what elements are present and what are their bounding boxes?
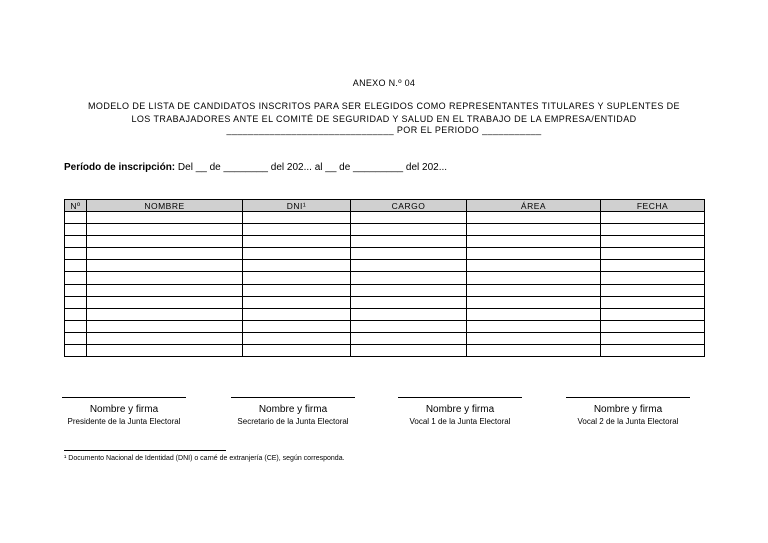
- table-cell: [601, 332, 705, 344]
- registration-period-text: Del __ de ________ del 202... al __ de _________ del 202...: [175, 162, 448, 173]
- table-cell: [351, 320, 467, 332]
- table-cell: [243, 332, 351, 344]
- candidates-table: [64, 199, 705, 357]
- column-header-name: NOMBRE: [87, 200, 243, 212]
- table-cell: [467, 224, 601, 236]
- table-cell: [467, 212, 601, 224]
- table-cell: [65, 308, 87, 320]
- table-cell: [243, 308, 351, 320]
- signature-secretary: [231, 397, 355, 426]
- table-cell: [351, 296, 467, 308]
- table-cell: [601, 296, 705, 308]
- column-header-dni: DNI¹: [243, 200, 351, 212]
- footnote: ¹ Documento Nacional de Identidad (DNI) o carné de extranjería (CE), según corresponda.: [64, 455, 345, 462]
- registration-period-label: Período de inscripción:: [64, 162, 176, 173]
- table-cell: [243, 272, 351, 284]
- table-cell: [65, 212, 87, 224]
- table-cell: [65, 332, 87, 344]
- signature-vocal-2: [566, 397, 690, 426]
- signature-name-label: Nombre y firma: [258, 404, 328, 415]
- signature-role: Vocal 2 de la Junta Electoral: [577, 417, 679, 426]
- table-cell: [351, 345, 467, 357]
- annex-title: ANEXO N.º 04: [352, 78, 416, 88]
- column-header-number: Nº: [65, 200, 87, 212]
- table-row: [65, 248, 705, 260]
- table-cell: [243, 236, 351, 248]
- table-cell: [243, 320, 351, 332]
- signature-line: [398, 397, 522, 398]
- table-cell: [467, 296, 601, 308]
- table-cell: [467, 284, 601, 296]
- table-row: [65, 272, 705, 284]
- table-cell: [601, 320, 705, 332]
- table-cell: [467, 345, 601, 357]
- signature-role: Presidente de la Junta Electoral: [67, 417, 181, 426]
- table-cell: [467, 248, 601, 260]
- table-cell: [467, 236, 601, 248]
- table-cell: [601, 345, 705, 357]
- table-cell: [243, 284, 351, 296]
- table-cell: [65, 248, 87, 260]
- table-cell: [243, 212, 351, 224]
- table-row: [65, 224, 705, 236]
- signature-vocal-1: [398, 397, 522, 426]
- table-cell: [87, 260, 243, 272]
- heading-line-3: _______________________________ POR EL PERIODO ___________: [226, 125, 542, 135]
- table-row: [65, 236, 705, 248]
- table-cell: [65, 296, 87, 308]
- table-cell: [351, 224, 467, 236]
- signature-line: [566, 397, 690, 398]
- table-cell: [601, 308, 705, 320]
- column-header-date: FECHA: [601, 200, 705, 212]
- table-cell: [351, 308, 467, 320]
- table-cell: [87, 308, 243, 320]
- heading-line-2: LOS TRABAJADORES ANTE EL COMITÉ DE SEGURIDAD Y SALUD EN EL TRABAJO DE LA EMPRESA/ENTIDAD: [131, 114, 637, 124]
- registration-period: [64, 162, 447, 173]
- table-cell: [351, 272, 467, 284]
- table-cell: [351, 236, 467, 248]
- table-cell: [351, 248, 467, 260]
- table-cell: [467, 332, 601, 344]
- table-cell: [601, 260, 705, 272]
- table-cell: [87, 284, 243, 296]
- table-cell: [467, 272, 601, 284]
- table-cell: [65, 224, 87, 236]
- table-cell: [87, 248, 243, 260]
- table-cell: [87, 332, 243, 344]
- table-header-row: [65, 200, 705, 212]
- table-cell: [243, 248, 351, 260]
- table-cell: [243, 224, 351, 236]
- table-row: [65, 296, 705, 308]
- table-cell: [601, 284, 705, 296]
- signature-president: [62, 397, 186, 426]
- table-cell: [87, 320, 243, 332]
- table-cell: [87, 272, 243, 284]
- signature-line: [62, 397, 186, 398]
- table-cell: [467, 260, 601, 272]
- table-cell: [243, 345, 351, 357]
- column-header-position: CARGO: [351, 200, 467, 212]
- table-cell: [351, 284, 467, 296]
- signature-role: Vocal 1 de la Junta Electoral: [409, 417, 511, 426]
- table-row: [65, 212, 705, 224]
- footnote-divider: [64, 450, 226, 451]
- table-cell: [65, 284, 87, 296]
- table-cell: [601, 212, 705, 224]
- table-cell: [351, 212, 467, 224]
- table-cell: [243, 296, 351, 308]
- table-cell: [65, 236, 87, 248]
- signature-name-label: Nombre y firma: [89, 404, 159, 415]
- table-cell: [467, 320, 601, 332]
- table-cell: [87, 236, 243, 248]
- signature-role: Secretario de la Junta Electoral: [237, 417, 349, 426]
- table-cell: [601, 224, 705, 236]
- table-cell: [87, 212, 243, 224]
- column-header-area: ÁREA: [467, 200, 601, 212]
- table-row: [65, 284, 705, 296]
- table-cell: [65, 320, 87, 332]
- table-cell: [65, 260, 87, 272]
- table-cell: [87, 224, 243, 236]
- signature-name-label: Nombre y firma: [593, 404, 663, 415]
- table-cell: [601, 272, 705, 284]
- table-cell: [351, 260, 467, 272]
- table-cell: [87, 345, 243, 357]
- table-body: [65, 212, 705, 357]
- table-cell: [601, 236, 705, 248]
- table-row: [65, 308, 705, 320]
- table-cell: [601, 248, 705, 260]
- table-cell: [351, 332, 467, 344]
- table-cell: [65, 345, 87, 357]
- table-row: [65, 345, 705, 357]
- signature-name-label: Nombre y firma: [425, 404, 495, 415]
- table-cell: [243, 260, 351, 272]
- signature-line: [231, 397, 355, 398]
- table-row: [65, 332, 705, 344]
- table-cell: [65, 272, 87, 284]
- table-cell: [87, 296, 243, 308]
- heading-line-1: MODELO DE LISTA DE CANDIDATOS INSCRITOS PARA SER ELEGIDOS COMO REPRESENTANTES TITULARES Y SUPLENTES DE: [88, 101, 680, 111]
- table-row: [65, 320, 705, 332]
- table-row: [65, 260, 705, 272]
- table-cell: [467, 308, 601, 320]
